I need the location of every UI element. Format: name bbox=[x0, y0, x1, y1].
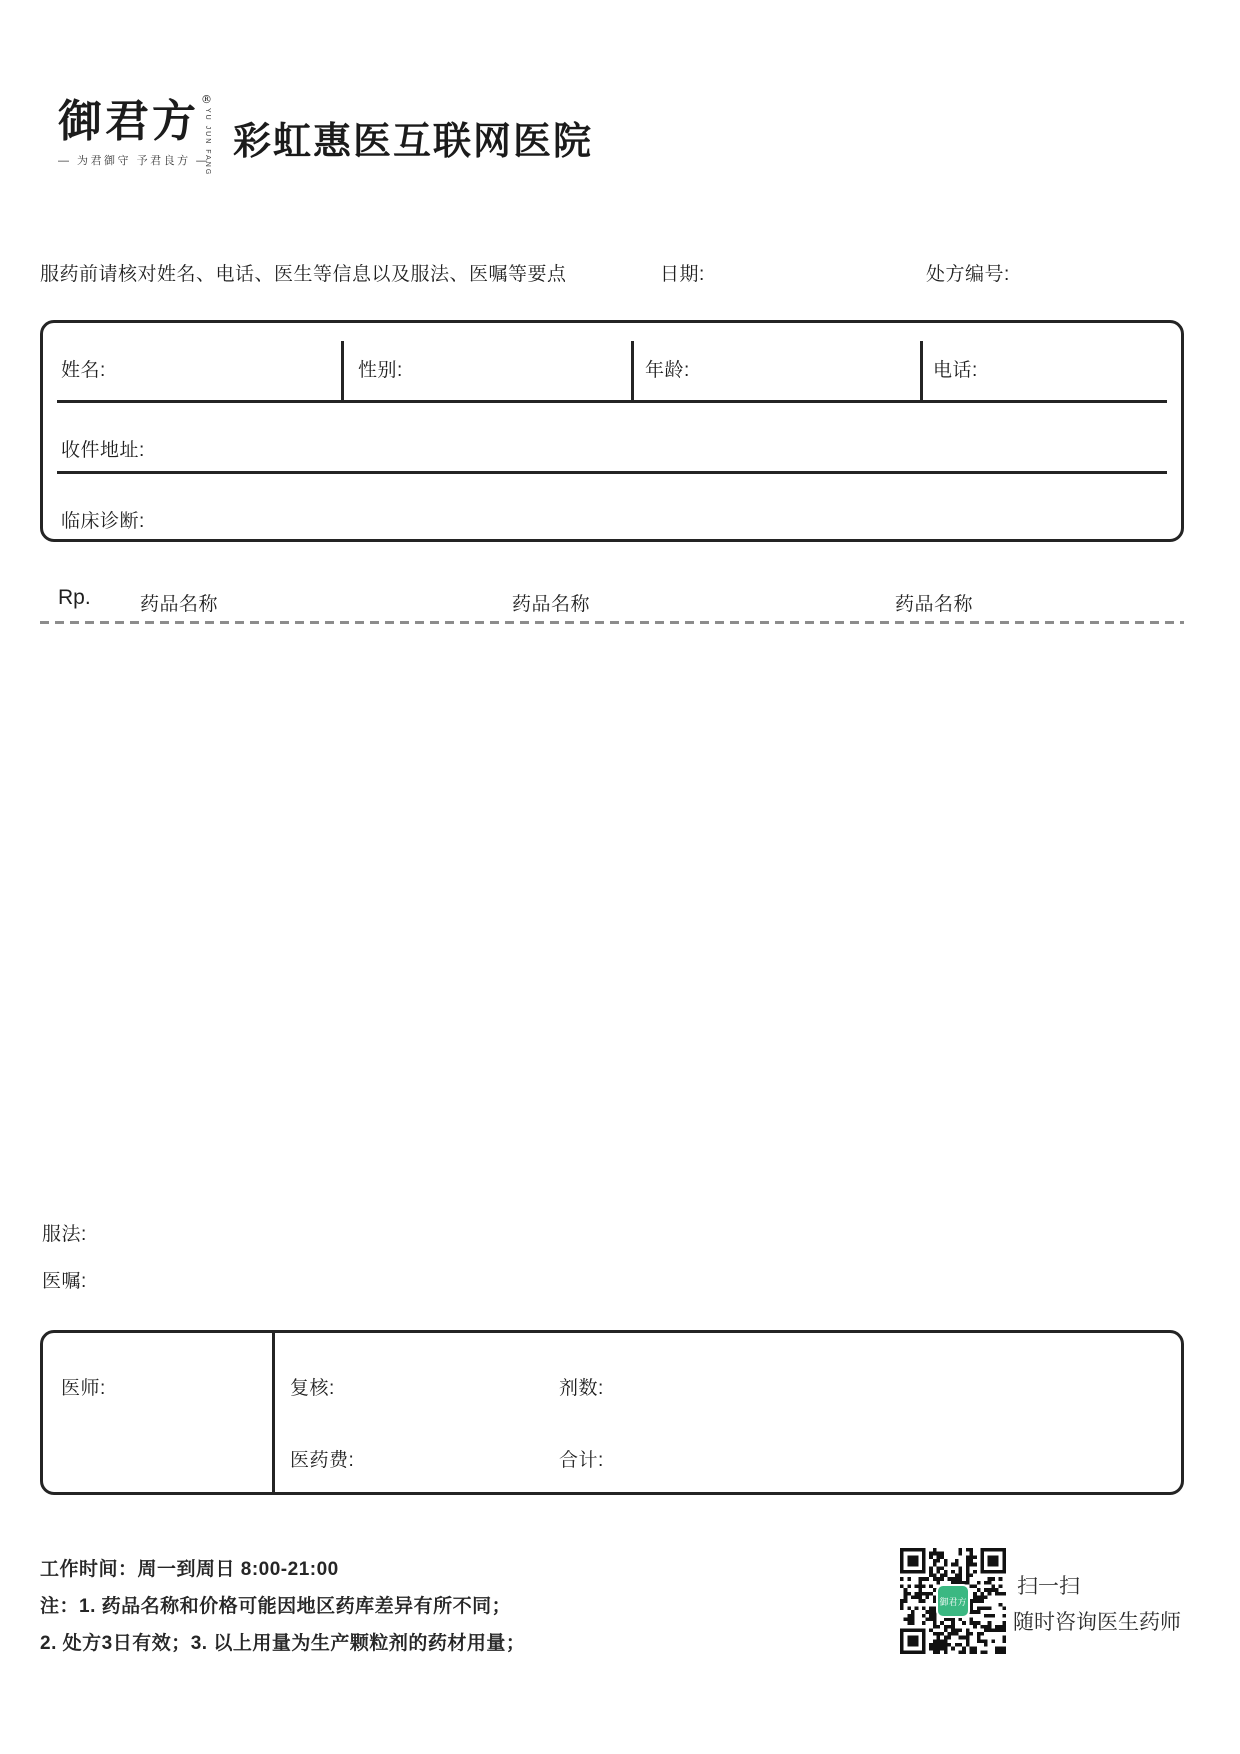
qr-consult-label: 随时咨询医生药师 bbox=[1013, 1611, 1181, 1634]
field-divider bbox=[631, 341, 634, 400]
summary-box bbox=[40, 1330, 1184, 1495]
rp-label: Rp. bbox=[58, 586, 91, 609]
usage-label: 服法: bbox=[42, 1224, 87, 1245]
verify-notice-text: 服药前请核对姓名、电话、医生等信息以及服法、医嘱等要点 bbox=[40, 264, 567, 285]
qr-scan-label: 扫一扫 bbox=[1017, 1575, 1080, 1598]
field-divider bbox=[341, 341, 344, 400]
brand-tagline: — 为君御守 予君良方 — bbox=[58, 155, 210, 167]
total-label: 合计: bbox=[559, 1450, 604, 1471]
brand-logo-name: 御君方 ® bbox=[58, 93, 215, 147]
note-line-2: 2. 处方3日有效；3. 以上用量为生产颗粒剂的药材用量； bbox=[40, 1633, 526, 1654]
diagnosis-label: 临床诊断: bbox=[61, 511, 145, 532]
note-line-1: 注：1. 药品名称和价格可能因地区药库差异有所不同； bbox=[40, 1596, 512, 1617]
drug-name-column-header: 药品名称 bbox=[140, 594, 219, 615]
patient-age-label: 年龄: bbox=[645, 360, 690, 381]
date-label: 日期: bbox=[660, 264, 705, 285]
summary-divider bbox=[272, 1333, 275, 1492]
prescription-separator-dashed-line bbox=[40, 621, 1184, 624]
qr-center-logo: 御君方 bbox=[936, 1584, 970, 1618]
row-divider bbox=[57, 400, 1167, 403]
drug-name-column-header: 药品名称 bbox=[512, 594, 591, 615]
patient-name-label: 姓名: bbox=[61, 360, 106, 381]
brand-logo bbox=[58, 93, 215, 177]
patient-gender-label: 性别: bbox=[358, 360, 403, 381]
registered-mark: ® bbox=[201, 93, 215, 106]
address-label: 收件地址: bbox=[61, 440, 145, 461]
qr-code bbox=[900, 1548, 1006, 1654]
doctor-label: 医师: bbox=[61, 1378, 106, 1399]
field-divider bbox=[920, 341, 923, 400]
review-label: 复核: bbox=[290, 1378, 335, 1399]
advice-label: 医嘱: bbox=[42, 1271, 87, 1292]
dose-count-label: 剂数: bbox=[559, 1378, 604, 1399]
hospital-title: 彩虹惠医互联网医院 bbox=[233, 121, 594, 163]
patient-phone-label: 电话: bbox=[933, 360, 978, 381]
working-hours-text: 工作时间：周一到周日 8:00-21:00 bbox=[40, 1559, 339, 1580]
medicine-fee-label: 医药费: bbox=[290, 1450, 355, 1471]
drug-name-column-header: 药品名称 bbox=[895, 594, 974, 615]
patient-info-box bbox=[40, 320, 1184, 542]
rx-number-label: 处方编号: bbox=[926, 264, 1010, 285]
brand-logo-vertical-text: YU JUN FANG bbox=[204, 108, 211, 177]
row-divider bbox=[57, 471, 1167, 474]
